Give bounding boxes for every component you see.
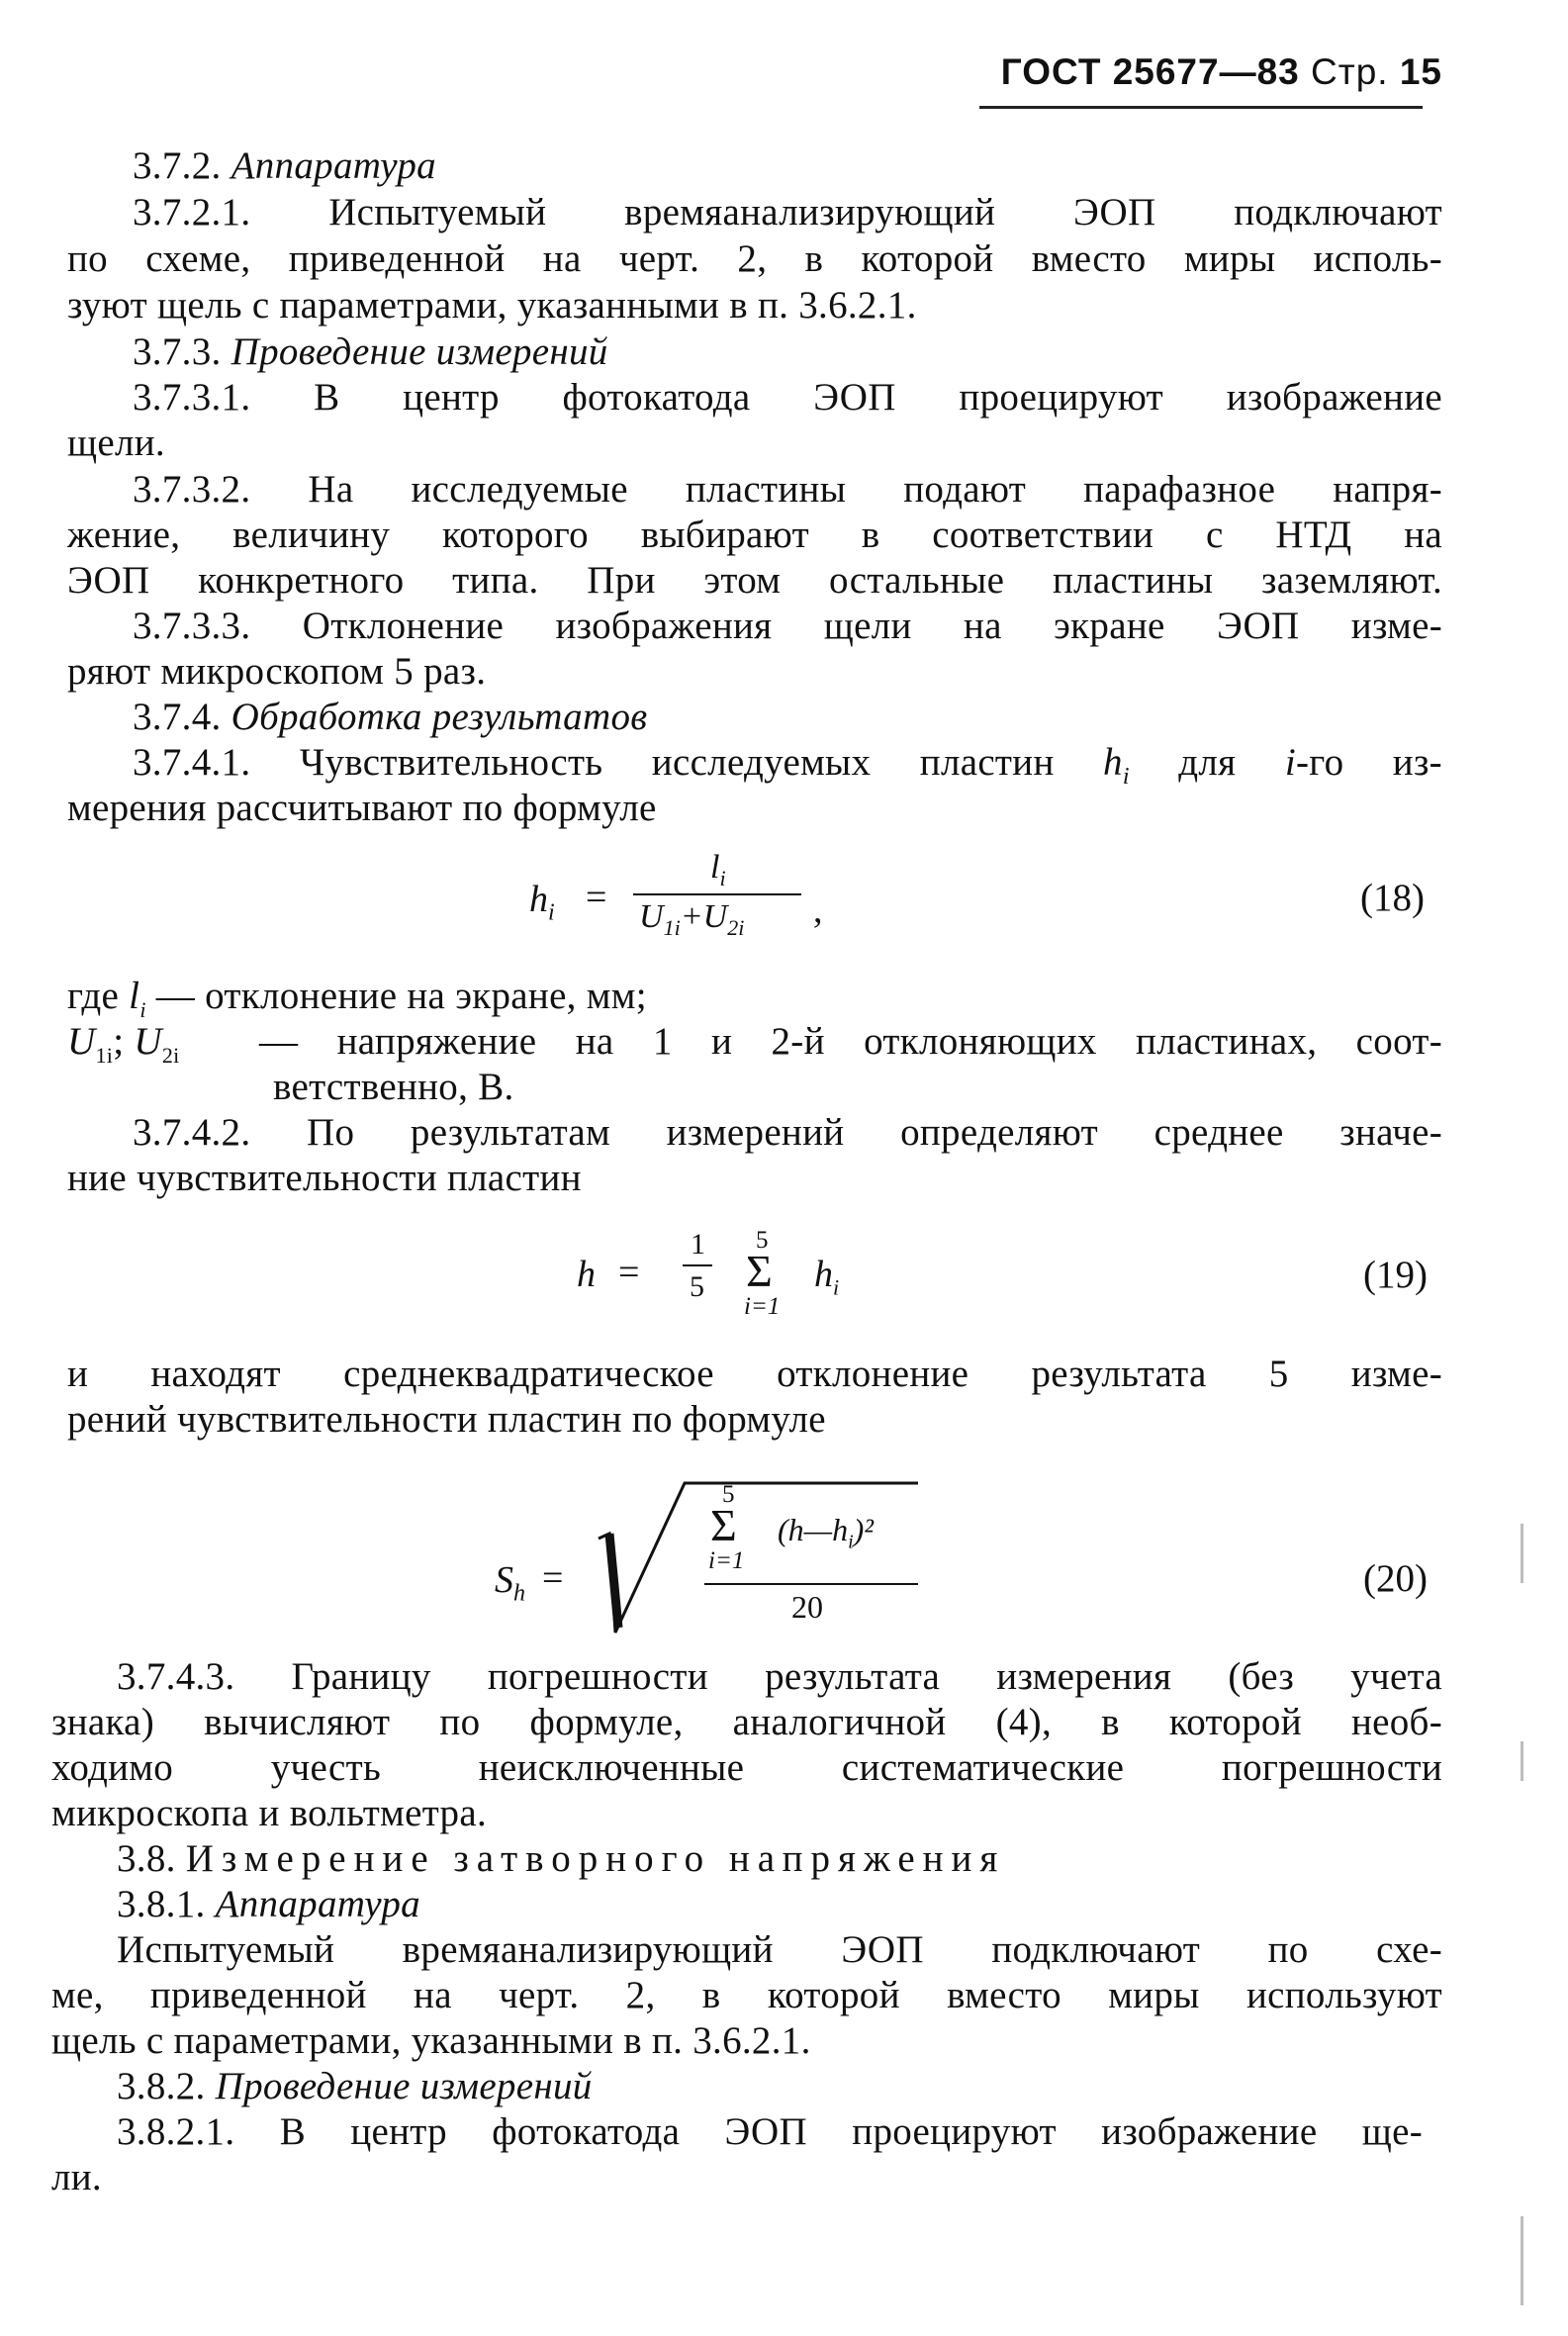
- para-3-7-2-1-line-1: 3.7.2.1. Испытуемый времяанализирующий ЭОП подключают: [133, 191, 1442, 234]
- equation-number-18: (18): [1360, 877, 1425, 919]
- para-3-7-4-3-line-1: 3.7.4.3. Границу погрешности результата измерения (без учета: [117, 1655, 1442, 1698]
- para-3-7-2-1-line-3: зуют щель с параметрами, указанными в п. 3.6.2.1.: [67, 284, 917, 327]
- where-u-text-2: ветственно, В.: [273, 1066, 514, 1108]
- sigma-symbol: Σ: [710, 1500, 737, 1550]
- heading-3-8: 3.8. Измерение затворного напряжения: [117, 1837, 1006, 1880]
- para-3-7-4-3-line-3: ходимо учесть неисключенные систематические погрешности: [51, 1746, 1442, 1789]
- para-3-7-3-3-line-1: 3.7.3.3. Отклонение изображения щели на экране ЭОП изме-: [133, 605, 1442, 647]
- page-number: 15: [1399, 51, 1442, 92]
- scan-artifact: [1521, 1524, 1523, 1583]
- para-3-7-4-2-line-2: ние чувствительности пластин: [67, 1157, 582, 1199]
- gost-number: ГОСТ 25677—83: [1000, 51, 1300, 92]
- para-3-7-4-2b-line-2: рений чувствительности пластин по формуле: [67, 1398, 826, 1441]
- para-3-7-3-3-line-2: ряют микроскопом 5 раз.: [67, 650, 487, 693]
- para-3-7-3-2-line-1: 3.7.3.2. На исследуемые пластины подают парафазное напря-: [133, 468, 1442, 511]
- para-3-8-1-line-2: ме, приведенной на черт. 2, в которой вместо миры используют: [51, 1974, 1442, 2016]
- equation-number-20: (20): [1363, 1557, 1428, 1600]
- document-page: ГОСТ 25677—83 Стр. 15 3.7.2. Аппаратура 3.7.2.1. Испытуемый времяанализирующий ЭОП подключают по схеме, приведенной на черт. 2, в которой вместо миры исполь- зуют щель с параметрами, указанными в п. 3.6.2.1. 3.7.3. Проведение измерений 3.7.3.1. В центр фотокатода ЭОП проецируют изображение щели. 3.7.3.2. На исследуемые пластины подают парафазное напря- жение, величину которого выбирают в соответствии с НТД на ЭОП конкретного типа. При этом остальные пластины заземляют. 3.7.3.3. Отклонение изображения щели на экране ЭОП изме- ряют микроскопом 5 раз. 3.7.4. Обработка результатов 3.7.4.1. Чувствительность исследуемых пластин $h_i$ для i-го из- мерения рассчитывают по формуле $h_i$ = $l_i$ $U_{1i}+U_{2i}$ , (18) где $l_i$ — отклонение на экране, мм; $U_{1i}$; $U_{2i}$ — напряжение на 1 и 2-й отклоняющих пластинах, соот- ветственно, В. 3.7.4.2. По результатам измерений определяют среднее значе- ние чувствительности пластин h = 1 5 5 Σ i=1 $h_i$ (19) и находят среднеквадратическое отклонение результата 5 изме- рений чувствительности пластин по формуле $S_h$ = 5 Σ i=1 $(h—h_i)^2$ 20 (20) 3.7.4.3. Границу погрешности результата измерения (без учета знака) вычисляют по формуле, аналогичной (4), в которой необ- ходимо учесть неисключенные систематические погрешности микроскопа и вольтметра. 3.8. Измерение затворного напряжения 3.8.1. Аппаратура Испытуемый времяанализирующий ЭОП подключают по схе- ме, приведенной на черт. 2, в которой вместо миры используют щель с параметрами, указанными в п. 3.6.2.1. 3.8.2. Проведение измерений 3.8.2.1. В центр фотокатода ЭОП проецируют изображение ще- ли.: [0, 0, 1568, 2336]
- page-header: [979, 51, 1442, 93]
- where-u: $U_{1i}$; $U_{2i}$: [67, 1020, 180, 1068]
- para-3-8-1-line-1: Испытуемый времяанализирующий ЭОП подключают по схе-: [117, 1928, 1442, 1971]
- para-3-7-2-1-line-2: по схеме, приведенной на черт. 2, в которой вместо миры исполь-: [67, 237, 1442, 280]
- para-3-7-3-2-line-2: жение, величину которого выбирают в соответствии с НТД на: [67, 514, 1442, 556]
- para-3-7-3-1-line-1: 3.7.3.1. В центр фотокатода ЭОП проецируют изображение: [133, 376, 1442, 419]
- para-3-7-4-2-line-1: 3.7.4.2. По результатам измерений определяют среднее значе-: [133, 1111, 1442, 1154]
- heading-3-7-4: 3.7.4. Обработка результатов: [133, 696, 648, 738]
- header-rule: [979, 106, 1423, 109]
- where-u-text-1: — напряжение на 1 и 2-й отклоняющих пластинах, соот-: [259, 1020, 1442, 1063]
- heading-3-8-2: 3.8.2. Проведение измерений: [117, 2065, 593, 2107]
- para-3-7-4-1-line-1: 3.7.4.1. Чувствительность исследуемых пластин $h_i$ для i-го из-: [133, 741, 1442, 790]
- page-label: Стр.: [1311, 51, 1389, 92]
- equation-number-19: (19): [1363, 1254, 1428, 1296]
- fraction-bar: [633, 893, 801, 895]
- para-3-7-3-1-line-2: щели.: [67, 421, 165, 464]
- para-3-7-4-1-line-2: мерения рассчитывают по формуле: [67, 787, 657, 829]
- heading-3-7-2: 3.7.2. Аппаратура: [133, 144, 436, 187]
- para-3-7-3-2-line-3: ЭОП конкретного типа. При этом остальные пластины заземляют.: [67, 559, 1442, 602]
- para-3-7-4-3-line-4: микроскопа и вольтметра.: [51, 1792, 488, 1834]
- square-root-sign: [594, 1479, 920, 1637]
- fraction-bar: [683, 1264, 712, 1266]
- fraction-bar: [704, 1583, 918, 1585]
- scan-artifact: [1521, 2216, 1523, 2305]
- where-l: где $l_i$ — отклонение на экране, мм;: [67, 975, 647, 1022]
- scan-artifact: [1521, 1741, 1523, 1781]
- para-3-7-4-2b-line-1: и находят среднеквадратическое отклонение результата 5 изме-: [67, 1353, 1442, 1395]
- heading-3-7-3: 3.7.3. Проведение измерений: [133, 330, 608, 373]
- para-3-7-4-3-line-2: знака) вычисляют по формуле, аналогичной (4), в которой необ-: [51, 1701, 1442, 1743]
- para-3-8-1-line-3: щель с параметрами, указанными в п. 3.6.2.1.: [51, 2019, 811, 2062]
- heading-3-8-1: 3.8.1. Аппаратура: [117, 1883, 420, 1925]
- para-3-8-2-1-line-2: ли.: [51, 2156, 102, 2198]
- para-3-8-2-1-line-1: 3.8.2.1. В центр фотокатода ЭОП проецируют изображение ще-: [117, 2110, 1423, 2153]
- sigma-symbol: Σ: [746, 1246, 773, 1296]
